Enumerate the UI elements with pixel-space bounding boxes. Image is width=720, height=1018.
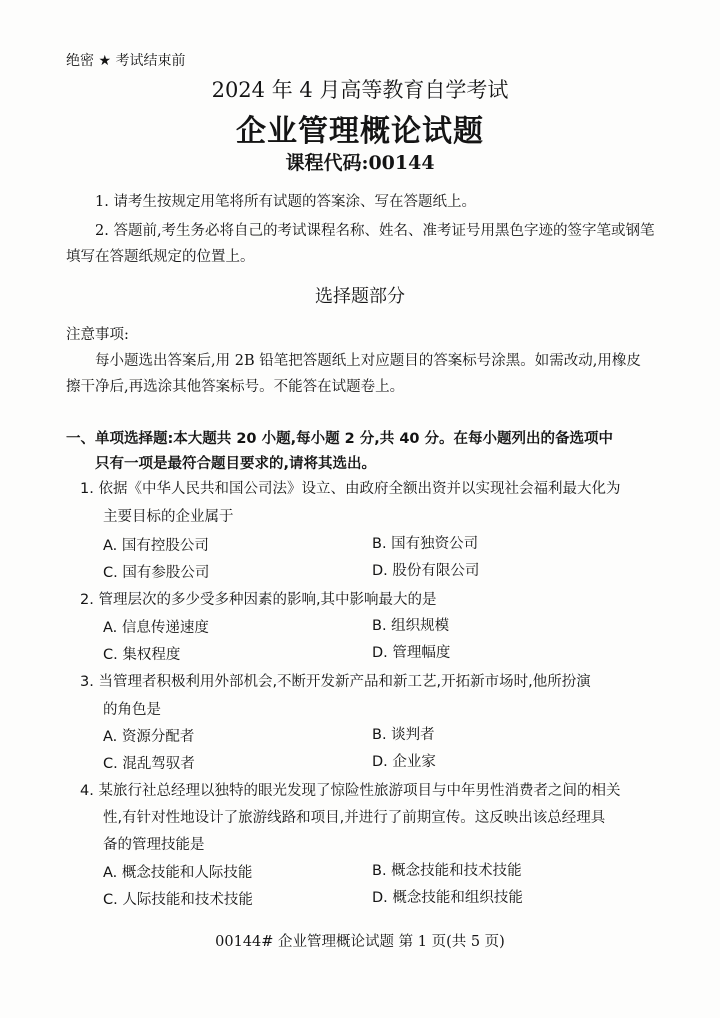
question-4-line3: 备的管理技能是 [103,837,205,853]
question-1-option-c: C. 国有参股公司 [103,565,210,581]
question-1-line1: 1. 依据《中华人民共和国公司法》设立、由政府全额出资并以实现社会福利最大化为 [80,481,621,497]
instruction-2-line1: 2. 答题前,考生务必将自己的考试课程名称、姓名、准考证号用黑色字迹的签字笔或钢笔 [95,223,655,239]
question-4-option-d: D. 概念技能和组织技能 [372,890,523,906]
question-4-option-a: A. 概念技能和人际技能 [103,865,253,881]
notice-label: 注意事项: [66,327,129,343]
question-3-option-d: D. 企业家 [372,754,436,770]
question-3-option-a: A. 资源分配者 [103,729,195,745]
question-3-option-c: C. 混乱驾驭者 [103,756,195,772]
question-2-option-b: B. 组织规模 [372,618,450,634]
question-1-option-b: B. 国有独资公司 [372,536,479,552]
confidential-label: 绝密 ★ 考试结束前 [66,53,186,69]
part1-heading-line2: 只有一项是最符合题目要求的,请将其选出。 [95,456,377,472]
instruction-1: 1. 请考生按规定用笔将所有试题的答案涂、写在答题纸上。 [95,194,476,210]
question-2-option-d: D. 管理幅度 [372,645,451,661]
question-4-line1: 4. 某旅行社总经理以独特的眼光发现了惊险性旅游项目与中年男性消费者之间的相关 [80,783,621,799]
page-footer: 00144# 企业管理概论试题 第 1 页(共 5 页) [215,934,505,950]
question-3-line1: 3. 当管理者积极利用外部机会,不断开发新产品和新工艺,开拓新市场时,他所扮演 [80,674,591,690]
question-3-line2: 的角色是 [103,702,161,718]
question-4-line2: 性,有针对性地设计了旅游线路和项目,并进行了前期宣传。这反映出该总经理具 [103,810,606,826]
question-1-option-a: A. 国有控股公司 [103,538,209,554]
exam-title: 2024 年 4 月高等教育自学考试 [211,78,509,102]
question-2-option-a: A. 信息传递速度 [103,620,209,636]
question-1-option-d: D. 股份有限公司 [372,563,480,579]
question-4-option-b: B. 概念技能和技术技能 [372,863,522,879]
notice-line1: 每小题选出答案后,用 2B 铅笔把答题纸上对应题目的答案标号涂黑。如需改动,用橡皮 [95,353,641,369]
question-4-option-c: C. 人际技能和技术技能 [103,892,253,908]
instruction-2-line2: 填写在答题纸规定的位置上。 [66,249,255,265]
question-3-option-b: B. 谈判者 [372,727,435,743]
section-title: 选择题部分 [315,286,405,307]
notice-line2: 擦干净后,再选涂其他答案标号。不能答在试题卷上。 [66,379,405,395]
question-1-line2: 主要目标的企业属于 [103,509,234,525]
part1-heading-line1: 一、单项选择题:本大题共 20 小题,每小题 2 分,共 40 分。在每小题列出的备选项中 [66,431,614,447]
question-2-option-c: C. 集权程度 [103,647,181,663]
subject-title: 企业管理概论试题 [236,114,484,149]
course-code: 课程代码:00144 [285,152,435,174]
question-2-line1: 2. 管理层次的多少受多种因素的影响,其中影响最大的是 [80,592,437,608]
